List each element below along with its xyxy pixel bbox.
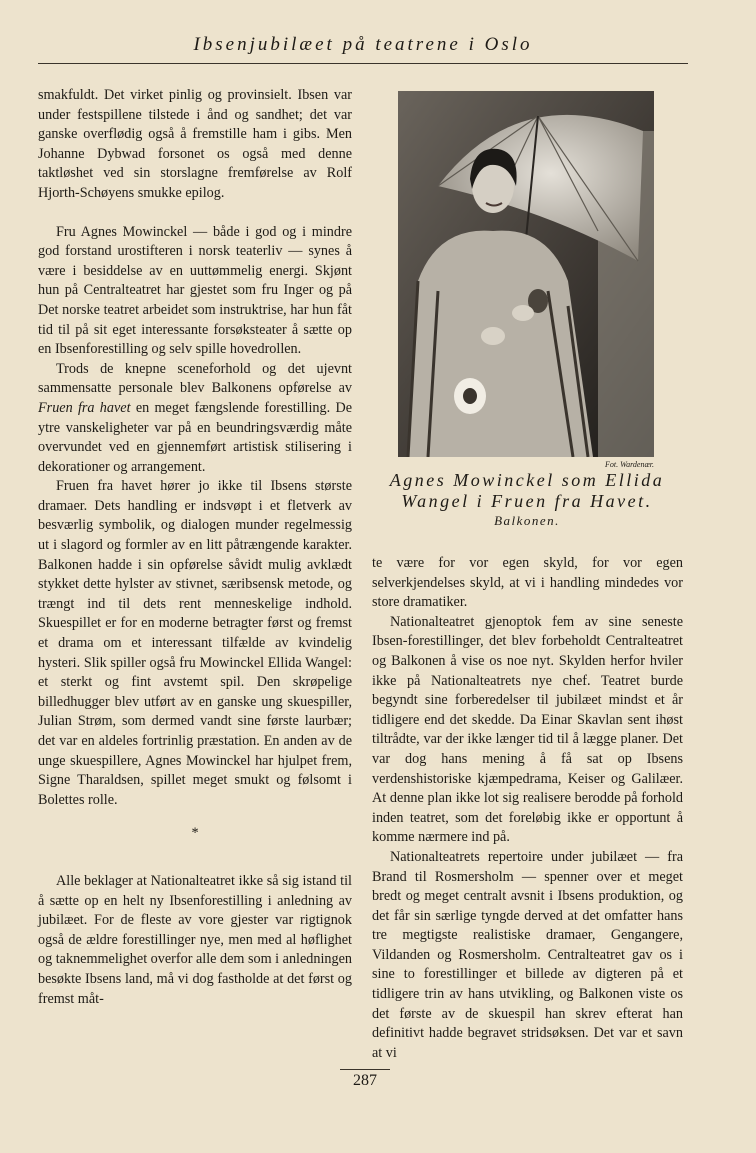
figure-caption-venue: Balkonen. xyxy=(494,513,560,528)
paragraph: Nationalteatrets repertoire under jubilæet — fra Brand til Rosmersholm — spenner over et meget bredt og meget centralt avsnit i Ibsens produktion, og det får sin særlige tyngde derved at det omfatter hans tre megtigste realistiske dramaer, Gengangere, Vildanden og Rosmersholm. Centralteatret gav os i sine to forestillinger et billede av digteren på et tidligere trin av hans utvikling, og Balkonen viste os det første av de skuespil han skrev efterat han definitivt hadde begravet stridsøksen. Det var et savn at vi xyxy=(372,848,683,1061)
paragraph: Fru Agnes Mowinckel — både i god og i mindre god forstand urostifteren i norsk teaterliv — synes å være i besiddelse av en uuttømmelig energi. Skjønt hun på Centralteatret har gjestet som fru Inger og på Det norske teatret arbeidet som instruktrise, har hun fåt tid til på sit eget interessante forsøksteater å sætte op en Ibsenforestilling og selv spille hovedrollen. xyxy=(38,223,352,358)
paragraph: Alle beklager at Nationalteatret ikke så sig istand til å sætte op en helt ny Ibsenforestilling i anledning av jubilæet. For de fleste av vore gjester var rigtignok også de ældre forestillinger nye, men med al høflighet og taknemmelighet overfor alle dem som i anledningen besøkte Ibsens land, må vi dog fastholde at det først og fremst måt- xyxy=(38,872,353,1007)
section-separator: * xyxy=(191,825,199,842)
paragraph: Nationalteatret gjenoptok fem av sine seneste Ibsen-forestillinger, det blev forbeholdt Centralteatret og Balkonen å vise os noe nyt. Skylden herfor hviler ikke på Nationalteatrets nye chef. Teatret burde begyndt sine forberedelser til jubilæet mindst et år tidligere end det skedde. Da Einar Skavlan sent ihøst tiltrådte, var der ikke længer tid til å lægge planer. Det var dog hans mening å få sat op Ibsens verdenshistoriske kjæmpedrama, Keiser og Galilæer. At denne plan ikke lot sig realisere berodde på forhold inden teatret, som det foreløbig ikke er opportunt å komme nærmere ind på. xyxy=(372,613,683,846)
right-column xyxy=(372,554,683,1063)
portrait-photo xyxy=(398,91,654,457)
header-rule xyxy=(38,63,688,64)
photo-credit: Fot. Wardenær. xyxy=(605,460,654,469)
portrait-illustration xyxy=(398,91,654,457)
paragraph: te være for vor egen skyld, for vor egen selverkjendelses skyld, at vi i handling mindedes vor store dramatiker. xyxy=(372,555,683,611)
paragraph: Fruen fra havet hører jo ikke til Ibsens største dramaer. Dets handling er indsvøpt i et fletverk av besværlig symbolik, og dialogen munder regelmessig ut i slagord og formler av en litt påtrængende karakter. Balkonen hadde i sin opførelse såvidt mulig avklædt stykket dette hylster av stivnet, særibsensk metode, og trængt ind til dets rent menneskelige indhold. Skuespillet er for en moderne betragter først og fremst et drama om et interessant tilfælde av kvindelig hysteri. Slik spiller også fru Mowinckel Ellida Wangel: et sterkt og fint avstemt spil. Den skrøpelige billedhugger blev utført av en ganske ung skuespiller, Julian Strøm, som dermed vandt sine første laurbær; det var en aldeles fortrinlig præstation. En anden av de unge skuespillere, Agnes Mowinckel har hjulpet frem, Signe Tharaldsen, spillet meget smukt og følsomt i Bolettes rolle. xyxy=(38,478,352,808)
figure-caption: Agnes Mowinckel som Ellida Wangel i Fruen fra Havet. xyxy=(389,470,665,511)
page-number: 287 xyxy=(340,1069,390,1090)
play-title: Fruen fra havet xyxy=(38,399,131,416)
paragraph xyxy=(38,360,352,478)
left-column xyxy=(38,86,352,1009)
running-title: Ibsenjubilæet på teatrene i Oslo xyxy=(193,34,533,55)
paragraph-text: en meget fængslende forestilling. De ytre vanskeligheter var på en beundringsværdig måte overvundet ved en gjennemført artistisk stilisering i dekorationer og arrangement. xyxy=(38,399,353,475)
paragraph: smakfuldt. Det virket pinlig og provinsielt. Ibsen var under festspillene tilstede i ånd og sandhet; det var ganske overflødig også å fremstille ham i gibs. Men Johanne Dybwad forsonet os også med denne taktløshet ved sin storslagne fremførelse av Rolf Hjorth-Schøyens smukke epilog. xyxy=(38,87,352,201)
paragraph-text: Trods de knepne sceneforhold og det ujevnt sammensatte personale blev Balkonens opførelse av xyxy=(38,360,352,397)
